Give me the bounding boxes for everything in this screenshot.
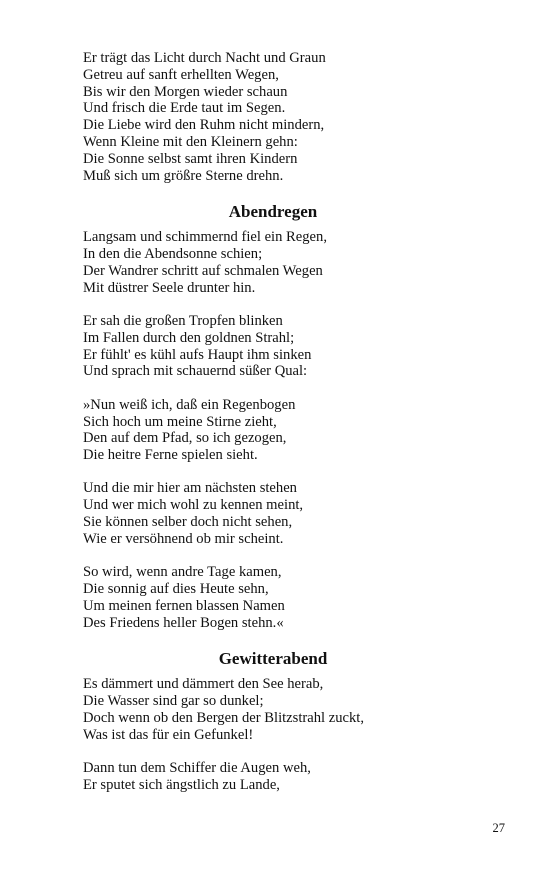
- verse-line: Er fühlt' es kühl aufs Haupt ihm sinken: [83, 346, 312, 363]
- verse-line: Was ist das für ein Gefunkel!: [83, 726, 254, 743]
- stanza: [83, 313, 423, 380]
- verse-line: Der Wandrer schritt auf schmalen Wegen: [83, 262, 323, 279]
- verse-line: »Nun weiß ich, daß ein Regenbogen: [83, 396, 296, 413]
- verse-line: Sie können selber doch nicht sehen,: [83, 514, 293, 531]
- poem-gewitterabend: [83, 649, 423, 793]
- stanza: [83, 229, 423, 296]
- verse-line: Und die mir hier am nächsten stehen: [83, 480, 297, 497]
- verse-line: Mit düstrer Seele drunter hin.: [83, 279, 256, 296]
- verse-line: Wenn Kleine mit den Kleinern gehn:: [83, 133, 298, 150]
- stanza: [83, 676, 423, 743]
- text-column: [83, 50, 423, 794]
- verse-line: Getreu auf sanft erhellten Wegen,: [83, 66, 279, 83]
- verse-line: Wie er versöhnend ob mir scheint.: [83, 530, 284, 547]
- stanza: [83, 564, 423, 631]
- verse-line: Den auf dem Pfad, so ich gezogen,: [83, 430, 287, 447]
- verse-line: Muß sich um größre Sterne drehn.: [83, 167, 284, 184]
- verse-line: Im Fallen durch den goldnen Strahl;: [83, 329, 295, 346]
- verse-line: Er sah die großen Tropfen blinken: [83, 313, 283, 330]
- verse-line: Doch wenn ob den Bergen der Blitzstrahl zuckt,: [83, 709, 364, 726]
- poem-title: Gewitterabend: [218, 649, 328, 669]
- page-number: 27: [492, 821, 505, 835]
- verse-line: Bis wir den Morgen wieder schaun: [83, 83, 288, 100]
- verse-line: Dann tun dem Schiffer die Augen weh,: [83, 760, 311, 776]
- verse-line: Er sputet sich ängstlich zu Lande,: [83, 776, 280, 793]
- verse-line: Die Liebe wird den Ruhm nicht mindern,: [83, 117, 325, 134]
- verse-line: Um meinen fernen blassen Namen: [83, 597, 285, 614]
- verse-line: Die sonnig auf dies Heute sehn,: [83, 580, 269, 597]
- verse-line: Und wer mich wohl zu kennen meint,: [83, 497, 304, 514]
- poem-title: Abendregen: [228, 202, 318, 222]
- verse-line: Des Friedens heller Bogen stehn.«: [83, 614, 284, 631]
- poem-continuation: [83, 50, 423, 184]
- verse-line: Die heitre Ferne spielen sieht.: [83, 447, 258, 464]
- verse-line: Und frisch die Erde taut im Segen.: [83, 100, 286, 117]
- verse-line: Er trägt das Licht durch Nacht und Graun: [83, 50, 326, 66]
- verse-line: Es dämmert und dämmert den See herab,: [83, 676, 324, 693]
- stanza: [83, 480, 423, 547]
- verse-line: Sich hoch um meine Stirne zieht,: [83, 413, 277, 430]
- verse-line: Langsam und schimmernd fiel ein Regen,: [83, 229, 327, 246]
- verse-line: So wird, wenn andre Tage kamen,: [83, 564, 282, 581]
- poem-abendregen: [83, 202, 423, 631]
- verse-line: Die Sonne selbst samt ihren Kindern: [83, 150, 298, 167]
- verse-line: Die Wasser sind gar so dunkel;: [83, 693, 264, 710]
- verse-line: Und sprach mit schauernd süßer Qual:: [83, 363, 308, 380]
- stanza: [83, 760, 423, 794]
- verse-line: In den die Abendsonne schien;: [83, 246, 263, 263]
- stanza: [83, 50, 423, 184]
- stanza: [83, 397, 423, 464]
